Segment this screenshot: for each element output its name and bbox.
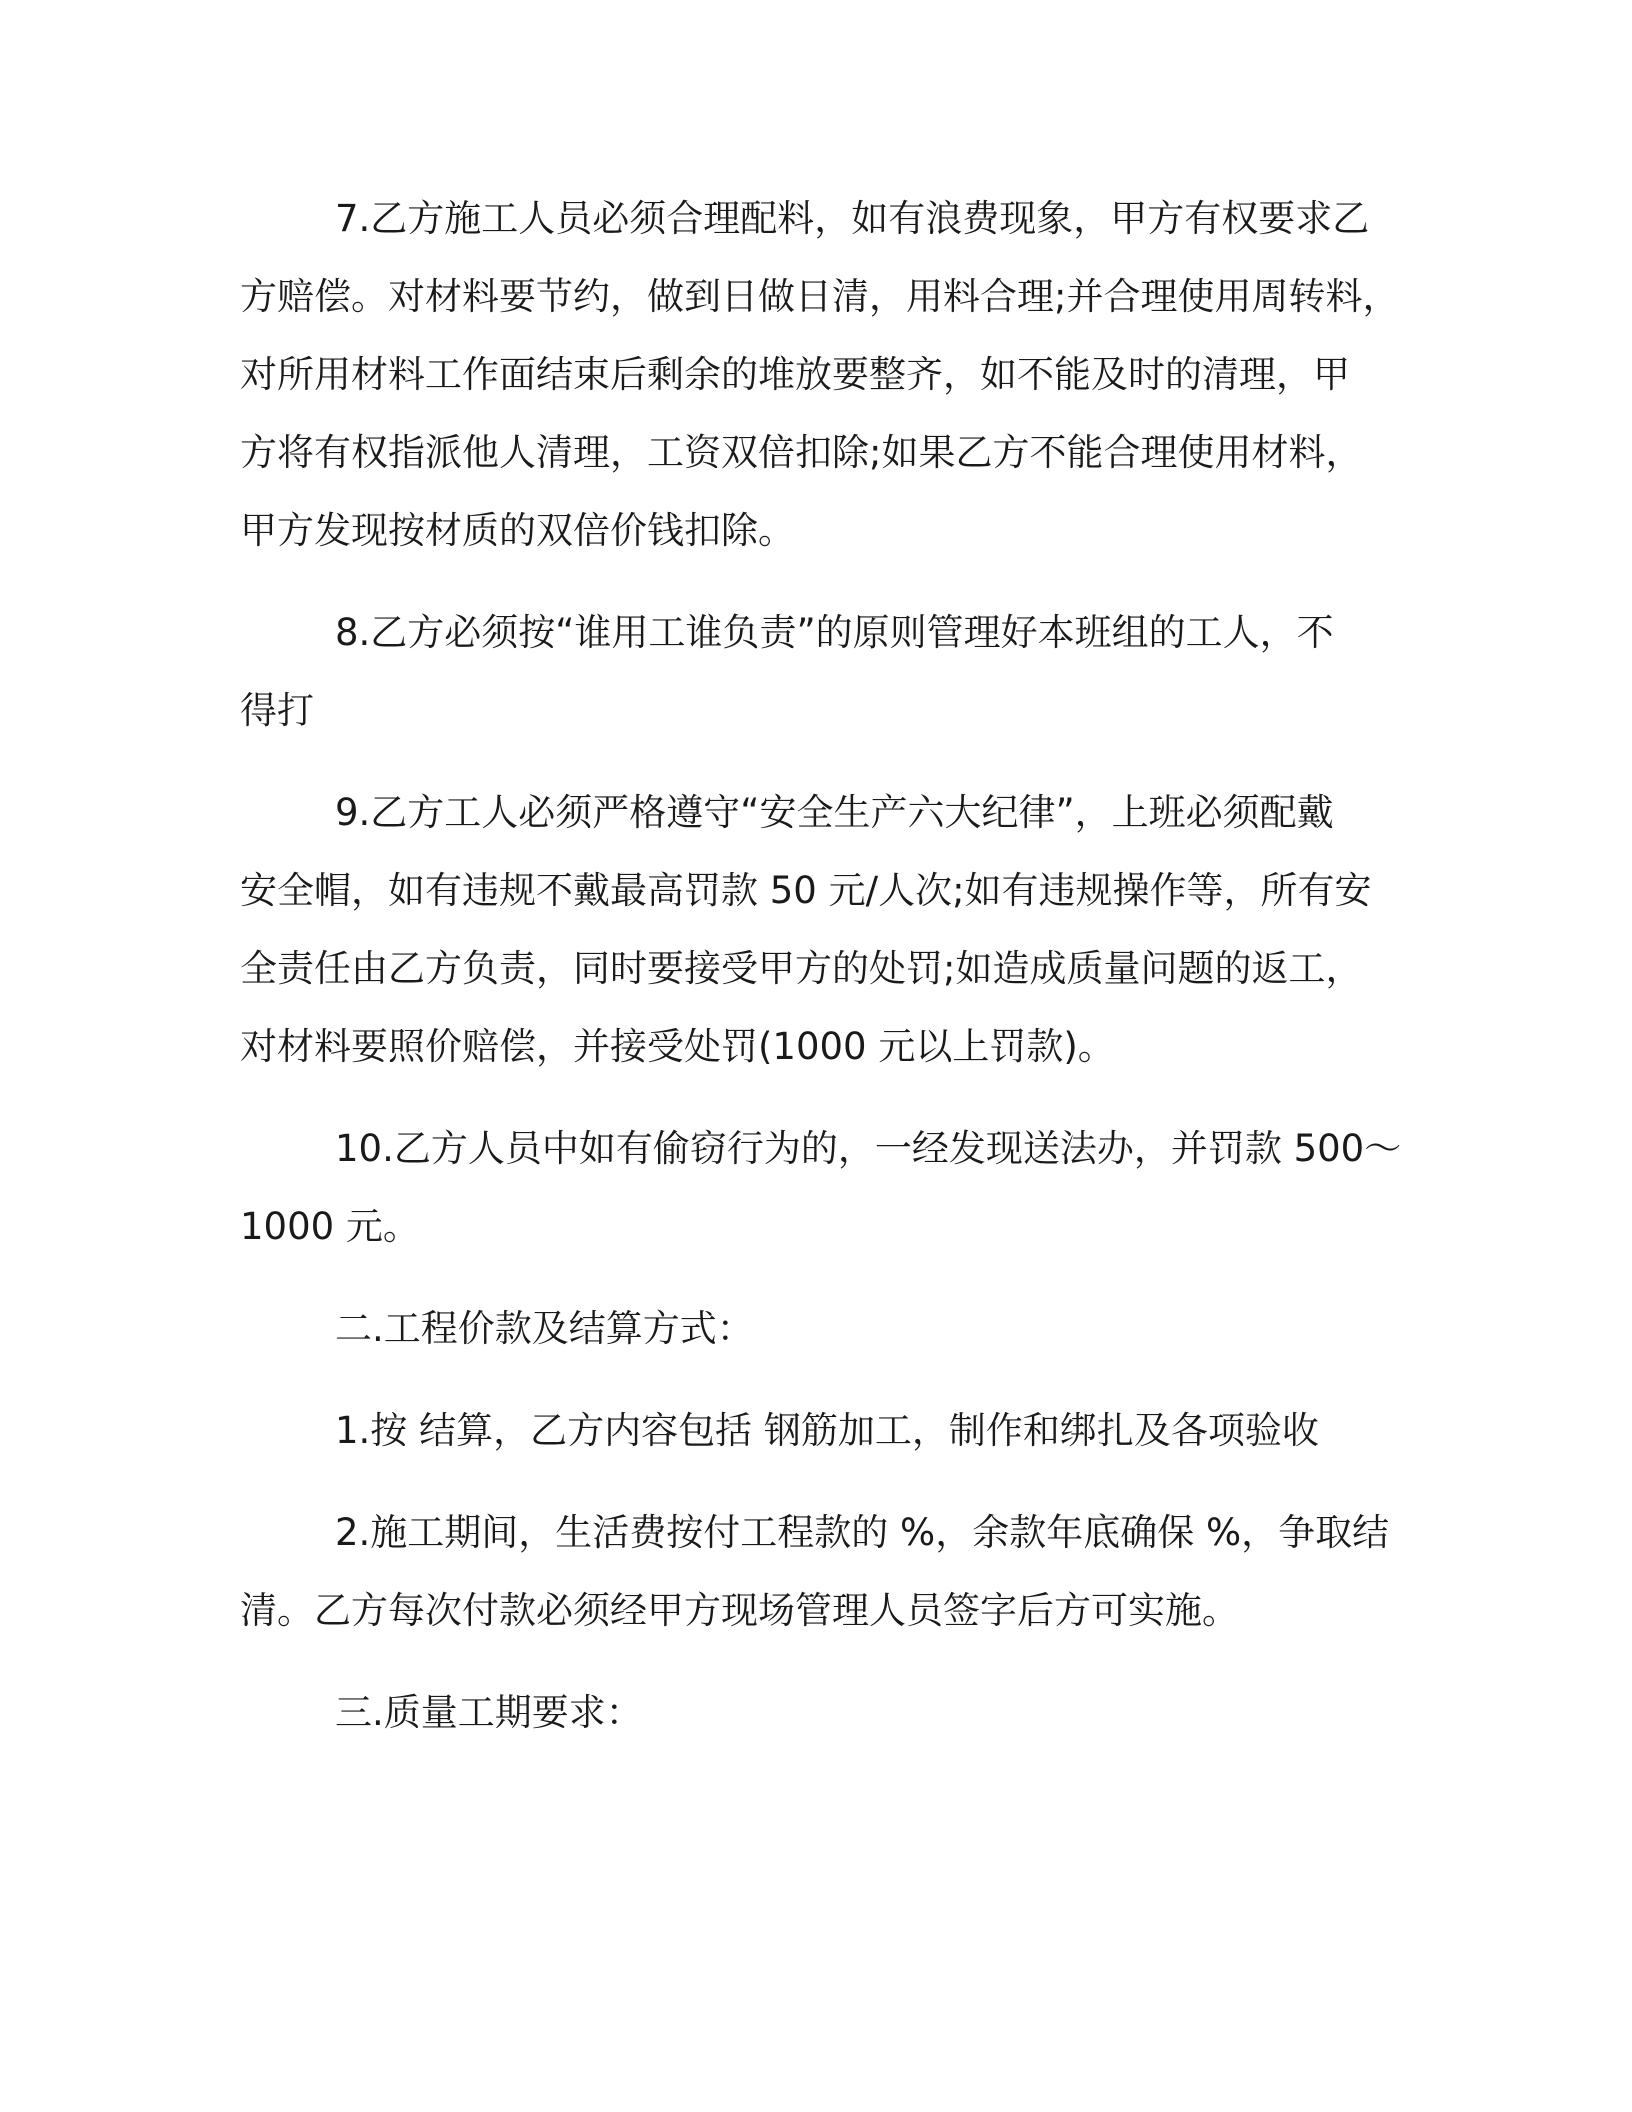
clause-9-line-2: 安全帽，如有违规不戴最高罚款 50 元/人次;如有违规操作等，所有安 [240,869,1372,912]
section-2-item-2-line-1: 2.施工期间，生活费按付工程款的 %，余款年底确保 %，争取结 [335,1511,1390,1554]
clause-9-line-1: 9.乙方工人必须严格遵守“安全生产六大纪律”，上班必须配戴 [335,791,1334,834]
section-2-item-2 [240,1494,1390,1650]
clause-10-line-1: 10.乙方人员中如有偷窃行为的，一经发现送法办，并罚款 500～ [335,1127,1402,1170]
document-body [240,180,1402,1752]
section-2-item-2-line-2: 清。乙方每次付款必须经甲方现场管理人员签字后方可实施。 [240,1589,1239,1632]
clause-10 [240,1110,1402,1266]
clause-10-line-2: 1000 元。 [240,1205,420,1248]
clause-7-line-3: 对所用材料工作面结束后剩余的堆放要整齐，如不能及时的清理，甲 [240,353,1350,396]
clause-8 [240,594,1390,750]
section-2-heading-text: 二.工程价款及结算方式： [335,1307,754,1350]
section-3-heading [240,1674,1390,1752]
clause-8-line-1: 8.乙方必须按“谁用工谁负责”的原则管理好本班组的工人，不 [335,611,1334,654]
clause-7-line-5: 甲方发现按材质的双倍价钱扣除。 [240,509,795,552]
clause-7-line-1: 7.乙方施工人员必须合理配料，如有浪费现象，甲方有权要求乙 [335,197,1370,240]
clause-7-line-2: 方赔偿。对材料要节约，做到日做日清，用料合理;并合理使用周转料， [240,275,1400,318]
clause-7-line-4: 方将有权指派他人清理，工资双倍扣除;如果乙方不能合理使用材料， [240,431,1363,474]
section-3-heading-text: 三.质量工期要求： [335,1691,643,1734]
section-2-item-1-line-1: 1.按 结算，乙方内容包括 钢筋加工，制作和绑扎及各项验收 [335,1409,1319,1452]
section-2-heading [240,1290,1390,1368]
clause-9 [240,774,1390,1086]
clause-8-line-2: 得打 [240,689,314,732]
clause-9-line-3: 全责任由乙方负责，同时要接受甲方的处罚;如造成质量问题的返工， [240,947,1363,990]
clause-7 [240,180,1400,570]
section-2-item-1 [240,1392,1390,1470]
clause-9-line-4: 对材料要照价赔偿，并接受处罚(1000 元以上罚款)。 [240,1025,1115,1068]
